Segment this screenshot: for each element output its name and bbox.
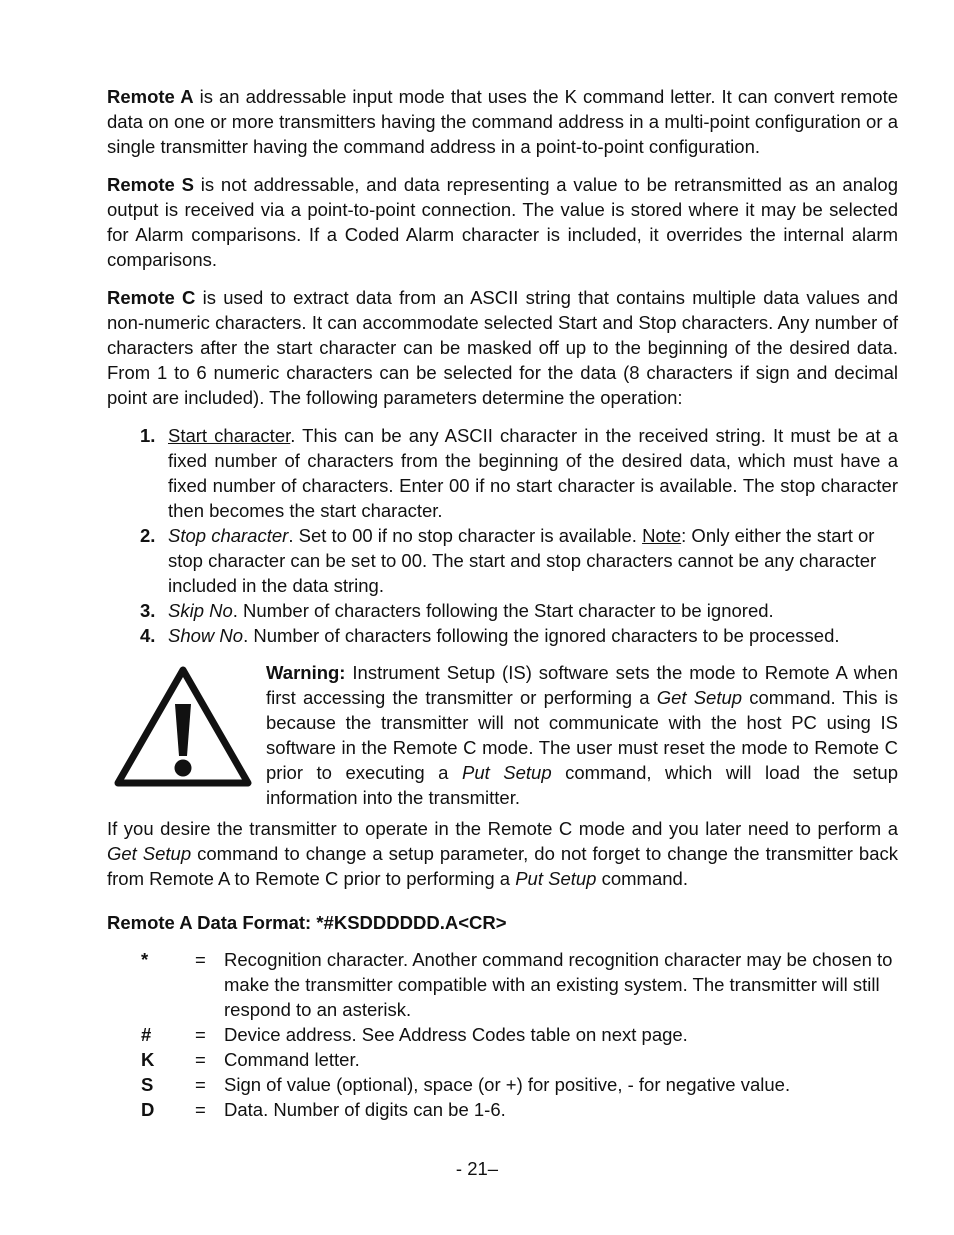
remote-s-paragraph: [107, 172, 898, 272]
remote-a-text: is an addressable input mode that uses the K command letter. It can convert remote data on one or more transmitters having the command address in a multi-point configuration or a single transmitter having the command address in a point-to-point configuration.: [107, 86, 898, 157]
format-equals: =: [195, 1074, 206, 1095]
format-equals: =: [195, 949, 206, 970]
format-equals: =: [195, 1099, 206, 1120]
format-description: Data. Number of digits can be 1-6.: [224, 1099, 506, 1120]
list-number: 3.: [140, 600, 156, 621]
list-item: [107, 423, 898, 523]
list-number: 4.: [140, 625, 156, 646]
list-number: 1.: [140, 425, 156, 446]
format-symbol: K: [141, 1049, 155, 1070]
format-symbol: #: [141, 1024, 152, 1045]
page-number: - 21–: [455, 1158, 499, 1179]
list-text: . Number of characters following the Start character to be ignored.: [232, 600, 774, 621]
get-setup-term: Get Setup: [656, 687, 743, 708]
format-symbol: D: [141, 1099, 155, 1120]
format-description: Device address. See Address Codes table on next page.: [224, 1024, 688, 1045]
format-equals: =: [195, 1024, 206, 1045]
format-description: Sign of value (optional), space (or +) for positive, - for negative value.: [224, 1074, 791, 1095]
put-setup-term: Put Setup: [515, 868, 597, 889]
warning-text: Warning: Instrument Setup (IS) software sets the mode to Remote A when first accessing the transmitter or performing a Get Setup command. This is because the transmitter will not communicate with the host PC using IS software in the Remote C mode. The user must reset the mode to Remote C prior to executing a Put Setup command, which will load the setup information into the transmitter.: [266, 662, 899, 808]
remote-a-paragraph: [107, 84, 898, 159]
remote-c-label: Remote C: [107, 287, 196, 308]
format-symbol: *: [141, 949, 149, 970]
format-heading: Remote A Data Format: *#KSDDDDDD.A<CR>: [107, 912, 507, 933]
format-row: [107, 1022, 898, 1047]
list-item: [107, 623, 898, 648]
list-term: Skip No: [168, 600, 233, 621]
list-text: . This can be any ASCII character in the received string. It must be at a fixed number of characters from the beginning of the desired data, which must have a fixed number of characters. Enter 00 if no start character is available. The stop character then becomes the start character.: [168, 425, 898, 521]
list-number: 2.: [140, 525, 156, 546]
format-description: Command letter.: [224, 1049, 360, 1070]
list-item: [107, 598, 898, 623]
remote-s-label: Remote S: [107, 174, 194, 195]
list-term: Show No: [168, 625, 244, 646]
document-page: [107, 84, 898, 1122]
list-text: . Number of characters following the ignored characters to be processed.: [243, 625, 840, 646]
remote-c-paragraph: [107, 285, 898, 410]
remote-a-label: Remote A: [107, 86, 194, 107]
format-row: [107, 1072, 898, 1097]
format-row: [107, 947, 898, 1022]
list-item: [107, 523, 898, 598]
warning-triangle-icon: [112, 664, 254, 790]
format-table: [107, 947, 898, 1122]
list-text: . Set to 00 if no stop character is available.: [288, 525, 643, 546]
remote-s-text: is not addressable, and data representing a value to be retransmitted as an analog output is received via a point-to-point connection. The value is stored where it may be selected for Alarm comparisons. If a Coded Alarm character is included, it overrides the internal alarm comparisons.: [107, 174, 898, 270]
format-equals: =: [195, 1049, 206, 1070]
desire-paragraph: If you desire the transmitter to operate in the Remote C mode and you later need to perform a Get Setup command to change a setup parameter, do not forget to change the transmitter back from Remote A to Remote C prior to performing a Put Setup command.: [107, 818, 898, 889]
format-description: Recognition character. Another command recognition character may be chosen to make the transmitter compatible with an existing system. The transmitter will still respond to an asterisk.: [224, 949, 893, 1020]
warning-label: Warning:: [266, 662, 346, 683]
parameter-list: [107, 423, 898, 648]
format-symbol: S: [141, 1074, 154, 1095]
note-label: Note: [642, 525, 682, 546]
format-row: [107, 1097, 898, 1122]
note-text: : Only either the start or stop character can be set to 00. The start and stop characters cannot be any character included in the data string.: [168, 525, 877, 596]
remote-c-text: is used to extract data from an ASCII string that contains multiple data values and non-numeric characters. It can accommodate selected Start and Stop characters. Any number of characters after the start character can be masked off up to the beginning of the desired data. From 1 to 6 numeric characters can be selected for the data (8 characters if sign and decimal point are included). The following parameters determine the operation:: [107, 287, 898, 408]
put-setup-term: Put Setup: [461, 762, 552, 783]
list-term: Stop character: [168, 525, 289, 546]
warning-block: [107, 660, 899, 808]
format-row: [107, 1047, 898, 1072]
list-term: Start character: [168, 425, 291, 446]
get-setup-term: Get Setup: [107, 843, 192, 864]
